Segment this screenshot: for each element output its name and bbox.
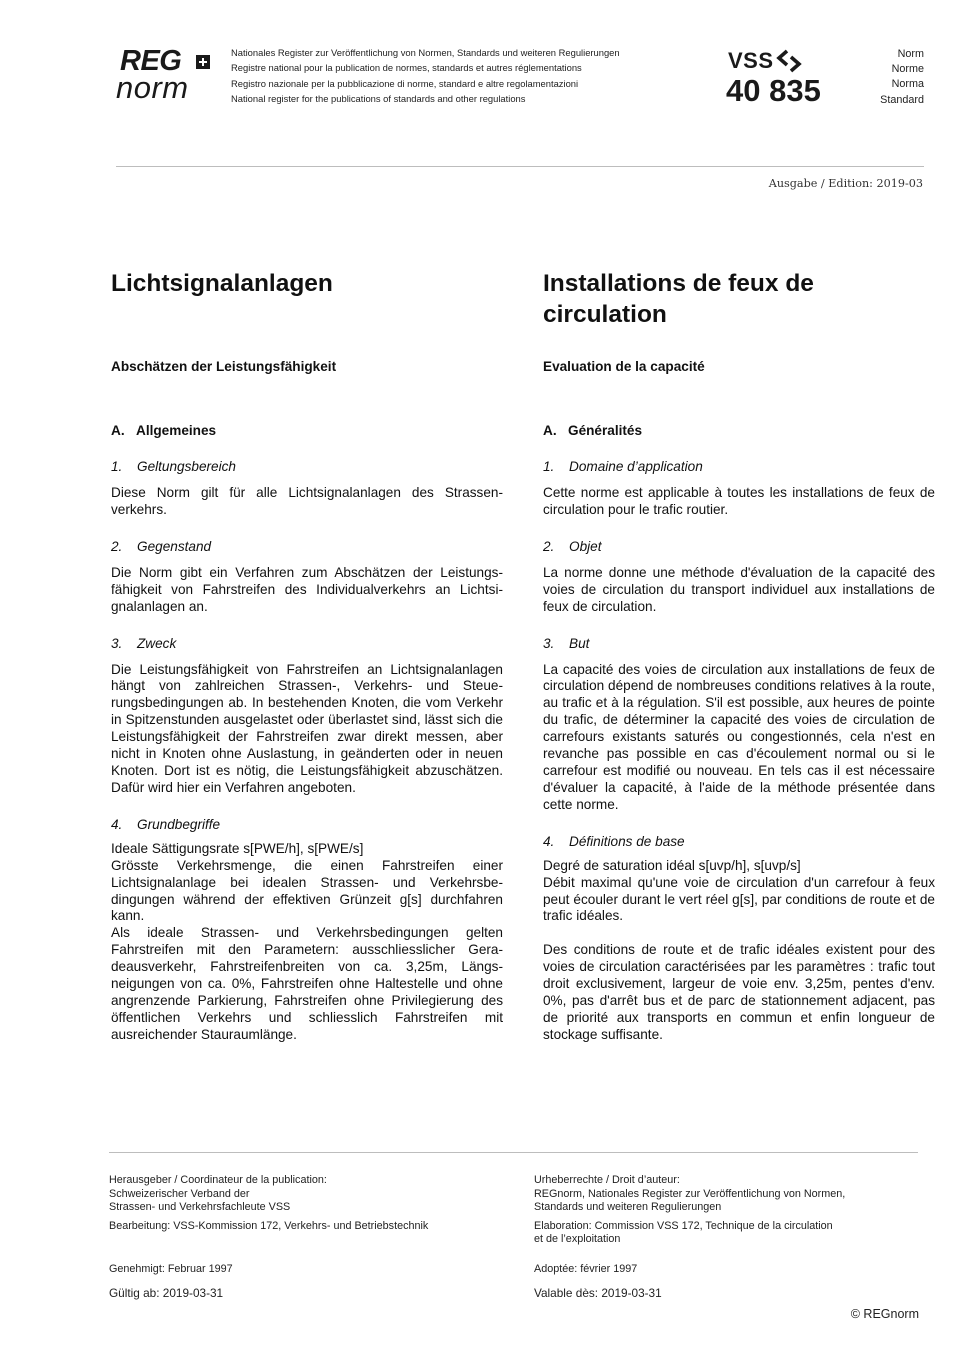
norm-type-en: Standard — [880, 93, 924, 106]
norm-number: 40 835 — [726, 73, 821, 108]
norm-type-de: Norm — [897, 48, 924, 60]
editing-de: Bearbeitung: VSS-Kommission 172, Verkehrs- und Betriebstechnik — [109, 1219, 429, 1232]
vss-logo-text: VSS — [728, 48, 774, 73]
vss-logo — [726, 48, 836, 112]
subsection-1-title-de: Geltungsbereich — [137, 459, 236, 474]
valid-from-de: Gültig ab: 2019-03-31 — [109, 1285, 224, 1300]
publisher-line-1: Schweizerischer Verband der — [109, 1187, 250, 1200]
norm-type-labels — [880, 47, 924, 108]
subsection-3-text-fr: La capacité des voies de circulation aux installations de feux de circulation dépend de nombreuses conditions relatives à la route, au trafic et à la régulation. S'il est possible, aux heures de pointe du trafic, de déterminer la capacité des voies de circulation de carrefours existants saturés ou congestionnés, cela n'est en revanche pas possible en cas d'écoulement normal ou si le carrefour est modifié ou nouveau. En tels cas il est nécessaire d'évaluer la capacité, à l'aide de la méthode présentée dans cette norme. — [543, 661, 935, 812]
section-title-de: Allgemeines — [136, 423, 217, 438]
document-subtitle-de: Abschätzen der Leistungsfähigkeit — [111, 359, 337, 374]
register-line-it: Registro nazionale per la pubblicazione di norme, standard e altre regolamentazioni — [231, 77, 579, 89]
editing-fr-line-2: et de l’exploitation — [534, 1233, 621, 1246]
document-title-fr: Installations de feux de circulation — [543, 270, 814, 328]
section-heading-fr — [543, 422, 935, 439]
subsection-4-heading-de — [111, 816, 503, 833]
subsection-2-number-de: 2. — [111, 538, 123, 554]
german-column — [111, 268, 503, 1044]
subsection-1-heading-de — [111, 458, 503, 475]
subsection-4-number-de: 4. — [111, 816, 123, 832]
subsection-2-title-de: Gegenstand — [137, 538, 212, 554]
subsection-4-title-de: Grundbegriffe — [137, 816, 221, 832]
publisher-line-2: Strassen- und Verkehrsfachleute VSS — [109, 1201, 291, 1214]
subsection-1-number-fr: 1. — [543, 459, 555, 474]
french-column — [543, 268, 935, 1044]
copyright-label: Urheberrechte / Droit d’auteur: — [534, 1174, 680, 1186]
approved-de: Genehmigt: Februar 1997 — [109, 1263, 233, 1276]
register-line-fr: Registre national pour la publication de normes, standards et autres réglementations — [231, 62, 582, 74]
logo-reg-text: REG — [120, 45, 182, 77]
register-line-en: National register for the publications of standards and other regulations — [231, 92, 526, 104]
header-divider — [116, 166, 924, 167]
copyright-notice: © REGnorm — [850, 1307, 919, 1321]
section-heading-de — [111, 422, 503, 439]
valid-from-fr: Valable dès: 2019-03-31 — [534, 1285, 662, 1300]
definition-term-de: Ideale Sättigungsrate s[PWE/h], s[PWE/s] — [111, 840, 364, 856]
subsection-4-heading-fr — [543, 833, 935, 850]
document-subtitle-fr: Evaluation de la capacité — [543, 359, 705, 374]
subsection-3-number-fr: 3. — [543, 635, 555, 651]
ideal-conditions-text-fr: Des conditions de route et de trafic idéales existent pour des voies de circulation caractérisées par les paramètres : trafic tout droit exclusivement, largeur de voie env. 3,25m, pentes d'env. 0%, pas d'arrêt bus et de parc de stationnement adjacent, pas de priorité aux transports en commun et enfin longueur de stockage suffisante. — [543, 942, 935, 1042]
subsection-1-text-fr: Cette norme est applicable à toutes les installations de feux de circulation pour le trafic routier. — [543, 485, 935, 517]
subsection-4-title-fr: Définitions de base — [569, 833, 685, 849]
copyright-line-2: Standards und weiteren Regulierungen — [534, 1201, 722, 1214]
subsection-4-number-fr: 4. — [543, 833, 555, 849]
edition-label: Ausgabe / Edition: 2019-03 — [768, 177, 923, 190]
editing-fr-line-1: Elaboration: Commission VSS 172, Technique de la circulation — [534, 1219, 833, 1232]
section-title-fr: Généralités — [568, 423, 643, 438]
subsection-2-title-fr: Objet — [569, 538, 602, 554]
swiss-cross-icon — [196, 55, 210, 69]
subsection-3-text-de: Die Leistungsfähigkeit von Fahrstreifen an Lichtsignalanlagen hängt von zahlreichen Strassen-, Verkehrs- und Steuerungsbedingungen ab. In bestehenden Knoten, die vom Verkehr in Spitzenstunden ausgelastet oder überlastet sind, lässt sich die Leistungsfähigkeit der Fahrstreifen zwar direkt messen, aber nicht in Knoten ohne Auslastung, in geänderten oder in neuen Knoten. Dort ist es nötig, die Leistungsfähigkeit abzuschätzen. Dafür wird hier ein Verfahren angeboten. — [111, 661, 503, 795]
section-letter-de: A. — [111, 423, 125, 438]
subsection-2-heading-de — [111, 538, 503, 555]
subsection-3-heading-fr — [543, 635, 935, 652]
subsection-2-text-de: Die Norm gibt ein Verfahren zum Abschätzen der Leistungsfähigkeit von Fahrstreifen des Individualverkehrs an Lichtsignalanlagen an. — [111, 564, 503, 614]
register-line-de: Nationales Register zur Veröffentlichung von Normen, Standards und weiteren Regulierungen — [231, 47, 620, 58]
subsection-1-heading-fr — [543, 458, 935, 475]
norm-type-fr: Norme — [891, 63, 924, 76]
subsection-2-number-fr: 2. — [543, 538, 555, 554]
register-description — [231, 45, 620, 106]
document-title-de: Lichtsignalanlagen — [111, 270, 333, 297]
subsection-3-heading-de — [111, 635, 503, 652]
definition-term-fr: Degré de saturation idéal s[uvp/h], s[uvp/s] — [543, 857, 801, 873]
footer-divider — [109, 1152, 918, 1153]
subsection-1-text-de: Diese Norm gilt für alle Lichtsignalanlagen des Strassenverkehrs. — [111, 485, 503, 517]
subsection-1-title-fr: Domaine d’application — [569, 459, 703, 474]
section-letter-fr: A. — [543, 423, 557, 438]
footer-right — [534, 1174, 904, 1300]
logo-norm-text: norm — [116, 70, 189, 105]
footer-left — [109, 1174, 479, 1301]
subsection-3-number-de: 3. — [111, 635, 123, 651]
subsection-1-number-de: 1. — [111, 459, 123, 474]
subsection-3-title-fr: But — [569, 635, 590, 651]
subsection-3-title-de: Zweck — [137, 635, 177, 651]
vss-arrows-icon — [776, 48, 802, 74]
ideal-conditions-text-de: Als ideale Strassen- und Verkehrsbedingungen gelten Fahrstreifen mit den Parametern: ausschliesslicher Geradeausverkehr, Fahrstreifenbreiten von ca. 3,25m, Längsneigungen von ca. 0%, Fahrstreifen ohne Haltestelle und ohne angrenzende Parkierung, Fahrstreifen ohne Privilegierung des öffentlichen Verkehrs und schliesslich Fahrstreifen mit ausreichender Stauraumlänge. — [111, 925, 503, 1042]
copyright-line-1: REGnorm, Nationales Register zur Veröffentlichung von Normen, — [534, 1187, 846, 1200]
regnorm-logo — [116, 44, 216, 106]
norm-type-it: Norma — [891, 78, 924, 91]
definition-text-fr: Débit maximal qu'une voie de circulation d'un carrefour à feux peut écouler durant le vert réel g[s], par conditions de route et de trafic idéales. — [543, 874, 935, 924]
subsection-2-heading-fr — [543, 538, 935, 555]
approved-fr: Adoptée: février 1997 — [534, 1262, 638, 1275]
subsection-2-text-fr: La norme donne une méthode d'évaluation de la capacité des voies de circulation du transport individuel aux installations de feux de circulation. — [543, 564, 935, 614]
publisher-label: Herausgeber / Coordinateur de la publication: — [109, 1174, 327, 1186]
definition-text-de: Grösste Verkehrsmenge, die einen Fahrstreifen einer Lichtsignalanlage bei idealen Strassen- und Verkehrsbedingungen während der effektiven Grünzeit g[s] durchfahren kann. — [111, 857, 503, 924]
